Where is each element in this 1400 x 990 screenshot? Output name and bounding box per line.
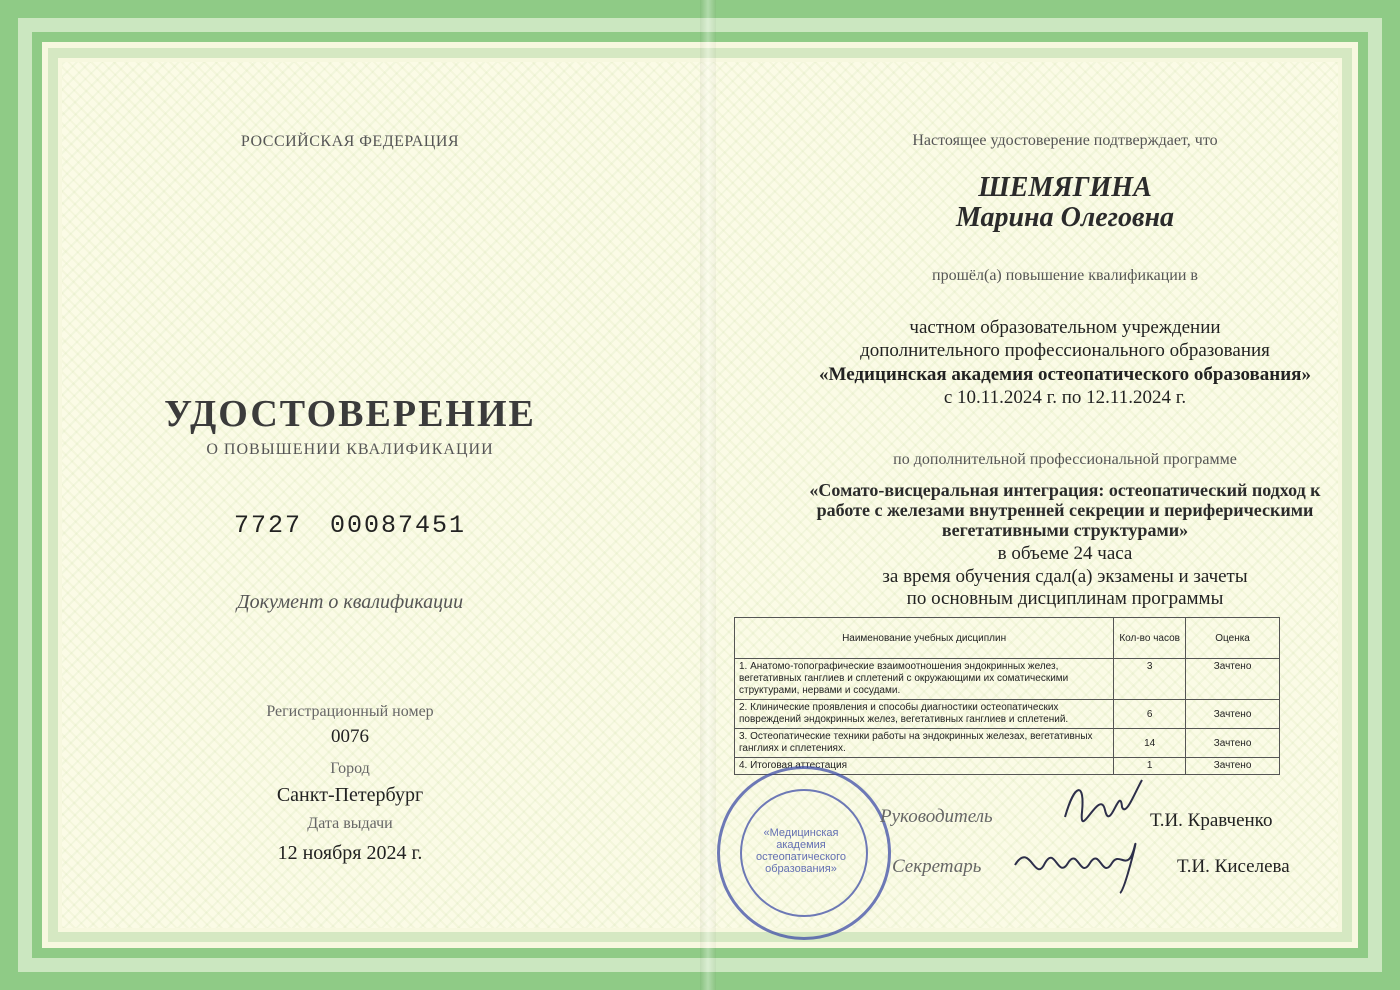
header-hours: Кол-во часов bbox=[1114, 618, 1186, 659]
holder-surname: ШЕМЯГИНА bbox=[978, 172, 1152, 203]
table-row bbox=[735, 700, 1280, 729]
header-grade: Оценка bbox=[1186, 618, 1280, 659]
secretary-role-label: Секретарь bbox=[892, 856, 982, 877]
city-label: Город bbox=[330, 760, 370, 777]
document-number bbox=[0, 511, 700, 540]
org-line-2: дополнительного профессионального образования bbox=[860, 340, 1270, 361]
stamp-line: «Медицинская bbox=[763, 827, 839, 839]
program-volume: в объеме 24 часа bbox=[997, 543, 1133, 564]
discipline-grade: Зачтено bbox=[1186, 729, 1280, 758]
program-title bbox=[730, 480, 1400, 540]
discipline-name: 3. Остеопатические техники работы на эндокринных железах, вегетативных ганглиях и сплетениях. bbox=[735, 729, 1114, 758]
passed-text: прошёл(а) повышение квалификации в bbox=[932, 267, 1198, 284]
program-intro: по дополнительной профессиональной программе bbox=[893, 451, 1237, 468]
exams-line-2: по основным дисциплинам программы bbox=[906, 588, 1224, 609]
discipline-name: 2. Клинические проявления и способы диагностики остеопатических повреждений эндокринных желез, вегетативных ганглиев и сплетений. bbox=[735, 700, 1114, 729]
program-title-line-2: работе с железами внутренней секреции и периферическими bbox=[816, 500, 1314, 520]
discipline-grade: Зачтено bbox=[1186, 659, 1280, 700]
document-series: 7727 bbox=[233, 511, 302, 540]
discipline-grade: Зачтено bbox=[1186, 700, 1280, 729]
discipline-hours: 1 bbox=[1114, 758, 1186, 775]
document-type: Документ о квалификации bbox=[236, 591, 464, 613]
discipline-name: 1. Анатомо-топографические взаимоотношения эндокринных желез, вегетативных ганглиев и сплетений с окружающими их соматическими структурами, нервами и сосудами. bbox=[735, 659, 1114, 700]
program-title-line-1: «Сомато-висцеральная интеграция: остеопатический подход к bbox=[809, 480, 1321, 500]
org-name: «Медицинская академия остеопатического образования» bbox=[819, 364, 1311, 385]
org-line-1: частном образовательном учреждении bbox=[909, 317, 1221, 338]
discipline-hours: 3 bbox=[1114, 659, 1186, 700]
table-row bbox=[735, 659, 1280, 700]
header-discipline: Наименование учебных дисциплин bbox=[735, 618, 1114, 659]
study-period: с 10.11.2024 г. по 12.11.2024 г. bbox=[943, 387, 1187, 408]
stamp-text bbox=[736, 827, 866, 875]
head-role-label: Руководитель bbox=[880, 806, 993, 827]
document-title: УДОСТОВЕРЕНИЕ bbox=[164, 393, 536, 435]
table-header-row bbox=[735, 618, 1280, 659]
secretary-name: Т.И. Киселева bbox=[1177, 856, 1290, 877]
disciplines-table bbox=[734, 617, 1280, 775]
discipline-name: 4. Итоговая аттестация bbox=[735, 758, 1114, 775]
document-serial: 00087451 bbox=[329, 511, 467, 540]
head-signature bbox=[1060, 772, 1150, 832]
document-subtitle: О ПОВЫШЕНИИ КВАЛИФИКАЦИИ bbox=[206, 441, 494, 458]
stamp-line: остеопатического bbox=[755, 851, 847, 863]
reg-number-value: 0076 bbox=[331, 726, 369, 747]
stamp-line: образования» bbox=[765, 863, 837, 875]
city-value: Санкт-Петербург bbox=[276, 784, 424, 806]
discipline-grade: Зачтено bbox=[1186, 758, 1280, 775]
holder-name: Марина Олеговна bbox=[955, 202, 1175, 233]
stamp-line: академия bbox=[776, 839, 826, 851]
issue-date-value: 12 ноября 2024 г. bbox=[277, 842, 423, 864]
exams-line-1: за время обучения сдал(а) экзамены и зачеты bbox=[882, 566, 1248, 587]
reg-number-label: Регистрационный номер bbox=[266, 703, 434, 720]
country-heading: РОССИЙСКАЯ ФЕДЕРАЦИЯ bbox=[240, 133, 460, 150]
program-title-line-3: вегетативными структурами» bbox=[941, 520, 1189, 540]
secretary-signature bbox=[1010, 835, 1150, 895]
confirm-text: Настоящее удостоверение подтверждает, что bbox=[912, 132, 1218, 149]
discipline-hours: 14 bbox=[1114, 729, 1186, 758]
issue-date-label: Дата выдачи bbox=[307, 815, 393, 832]
discipline-hours: 6 bbox=[1114, 700, 1186, 729]
table-row bbox=[735, 729, 1280, 758]
head-name: Т.И. Кравченко bbox=[1150, 810, 1273, 831]
